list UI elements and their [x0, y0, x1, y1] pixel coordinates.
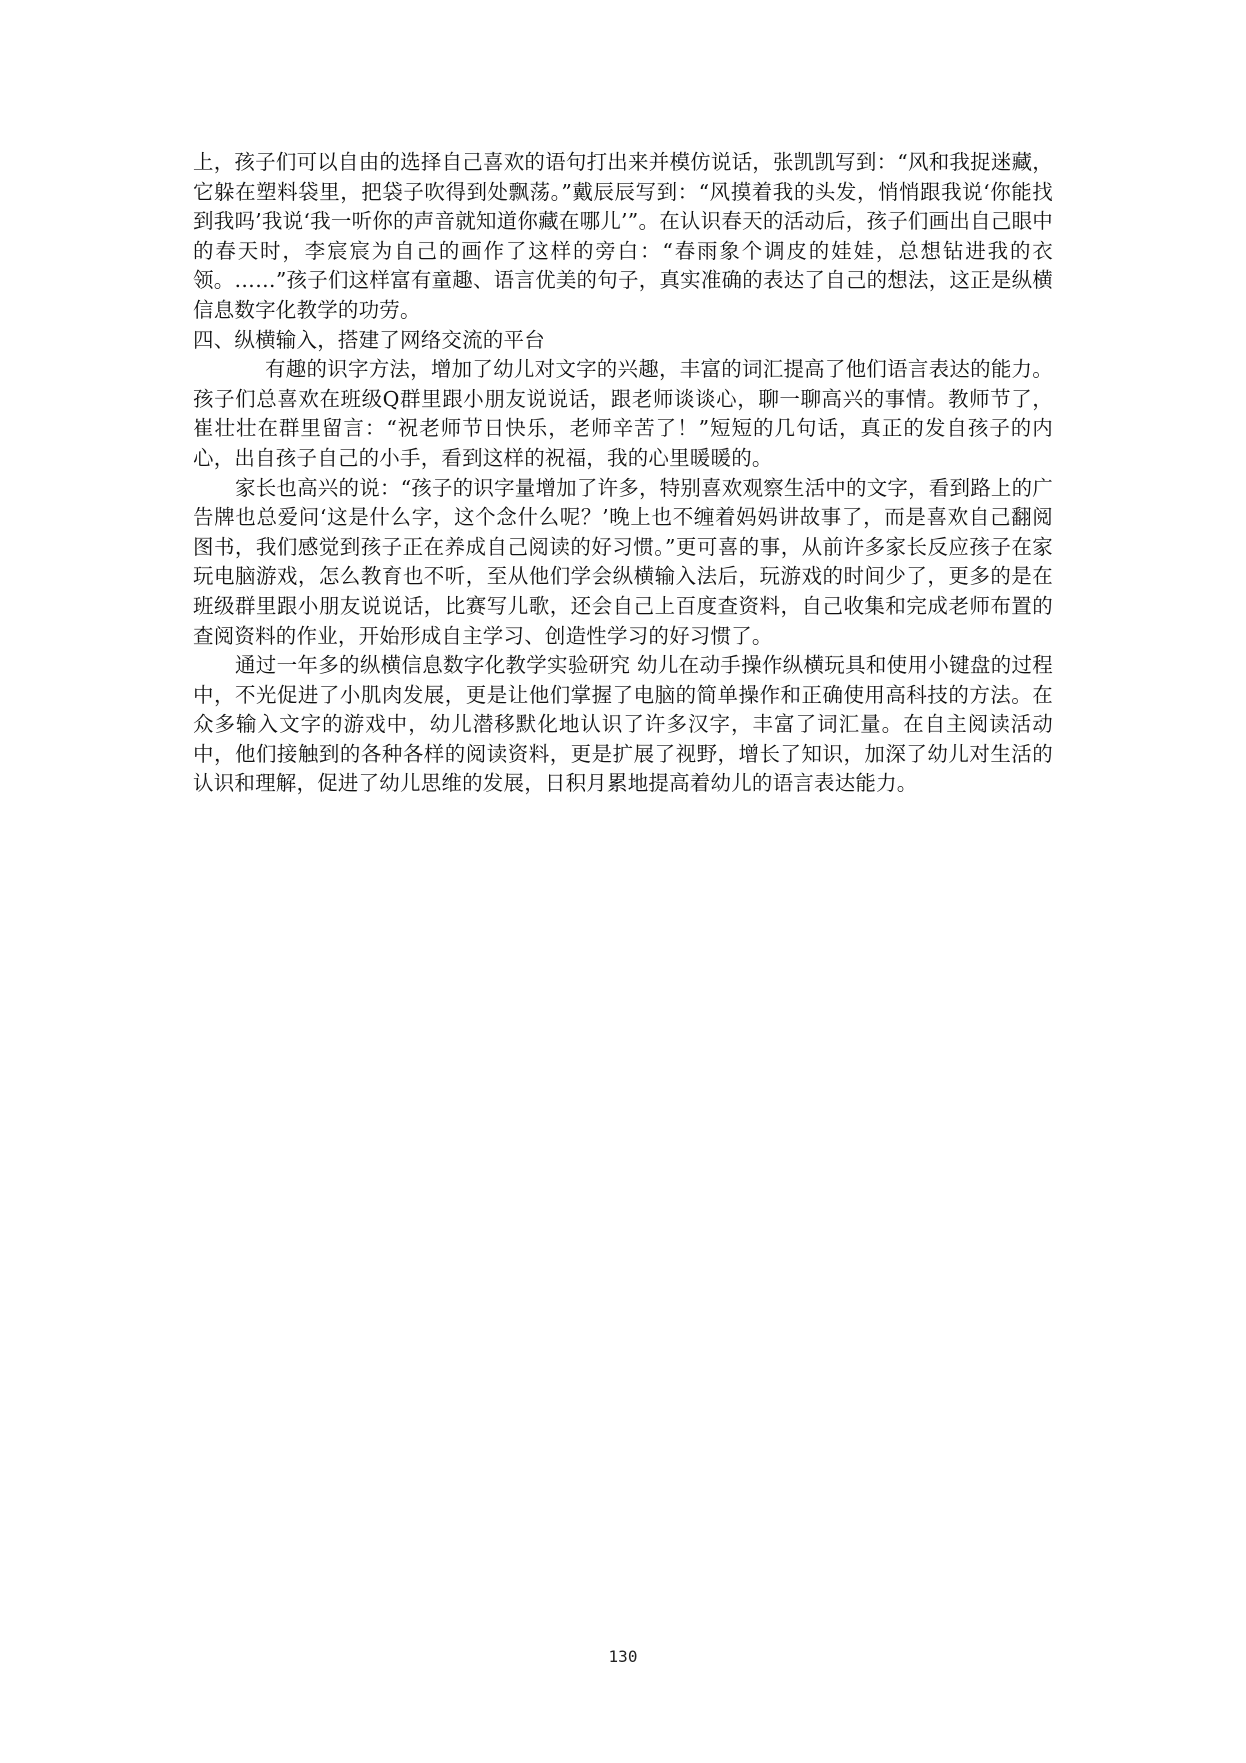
section-heading: 四、纵横输入，搭建了网络交流的平台	[193, 327, 545, 352]
paragraph: 有趣的识字方法，增加了幼儿对文字的兴趣，丰富的词汇提高了他们语言表达的能力。孩子们总喜欢在班级Q群里跟小朋友说说话，跟老师谈谈心，聊一聊高兴的事情。教师节了，崔壮壮在群里留言：“祝老师节日快乐，老师辛苦了！”短短的几句话，真正的发自孩子的内心，出自孩子自己的小手，看到这样的祝福，我的心里暖暖的。	[193, 357, 1053, 470]
page-number: 130	[608, 1647, 638, 1666]
paragraph: 家长也高兴的说：“孩子的识字量增加了许多，特别喜欢观察生活中的文字，看到路上的广告牌也总爱问‘这是什么字，这个念什么呢？’晚上也不缠着妈妈讲故事了，而是喜欢自己翻阅图书，我们感觉到孩子正在养成自己阅读的好习惯。”更可喜的事，从前许多家长反应孩子在家玩电脑游戏，怎么教育也不听，至从他们学会纵横输入法后，玩游戏的时间少了，更多的是在班级群里跟小朋友说说话，比赛写儿歌，还会自己上百度查资料，自己收集和完成老师布置的查阅资料的作业，开始形成自主学习、创造性学习的好习惯了。	[193, 475, 1053, 648]
paragraph: 通过一年多的纵横信息数字化教学实验研究 幼儿在动手操作纵横玩具和使用小键盘的过程中，不光促进了小肌肉发展，更是让他们掌握了电脑的简单操作和正确使用高科技的方法。在众多输入文字的游戏中，幼儿潜移默化地认识了许多汉字，丰富了词汇量。在自主阅读活动中，他们接触到的各种各样的阅读资料，更是扩展了视野，增长了知识，加深了幼儿对生活的认识和理解，促进了幼儿思维的发展，日积月累地提高着幼儿的语言表达能力。	[193, 653, 1053, 796]
body-text	[193, 148, 1053, 799]
paragraph-continued: 上，孩子们可以自由的选择自己喜欢的语句打出来并模仿说话，张凯凯写到：“风和我捉迷藏，它躲在塑料袋里，把袋子吹得到处飘荡。”戴辰辰写到：“风摸着我的头发，悄悄跟我说‘你能找到我吗’我说‘我一听你的声音就知道你藏在哪儿’”。在认识春天的活动后，孩子们画出自己眼中的春天时，李宸宸为自己的画作了这样的旁白：“春雨象个调皮的娃娃，总想钻进我的衣领。……”孩子们这样富有童趣、语言优美的句子，真实准确的表达了自己的想法，这正是纵横信息数字化教学的功劳。	[193, 150, 1053, 322]
